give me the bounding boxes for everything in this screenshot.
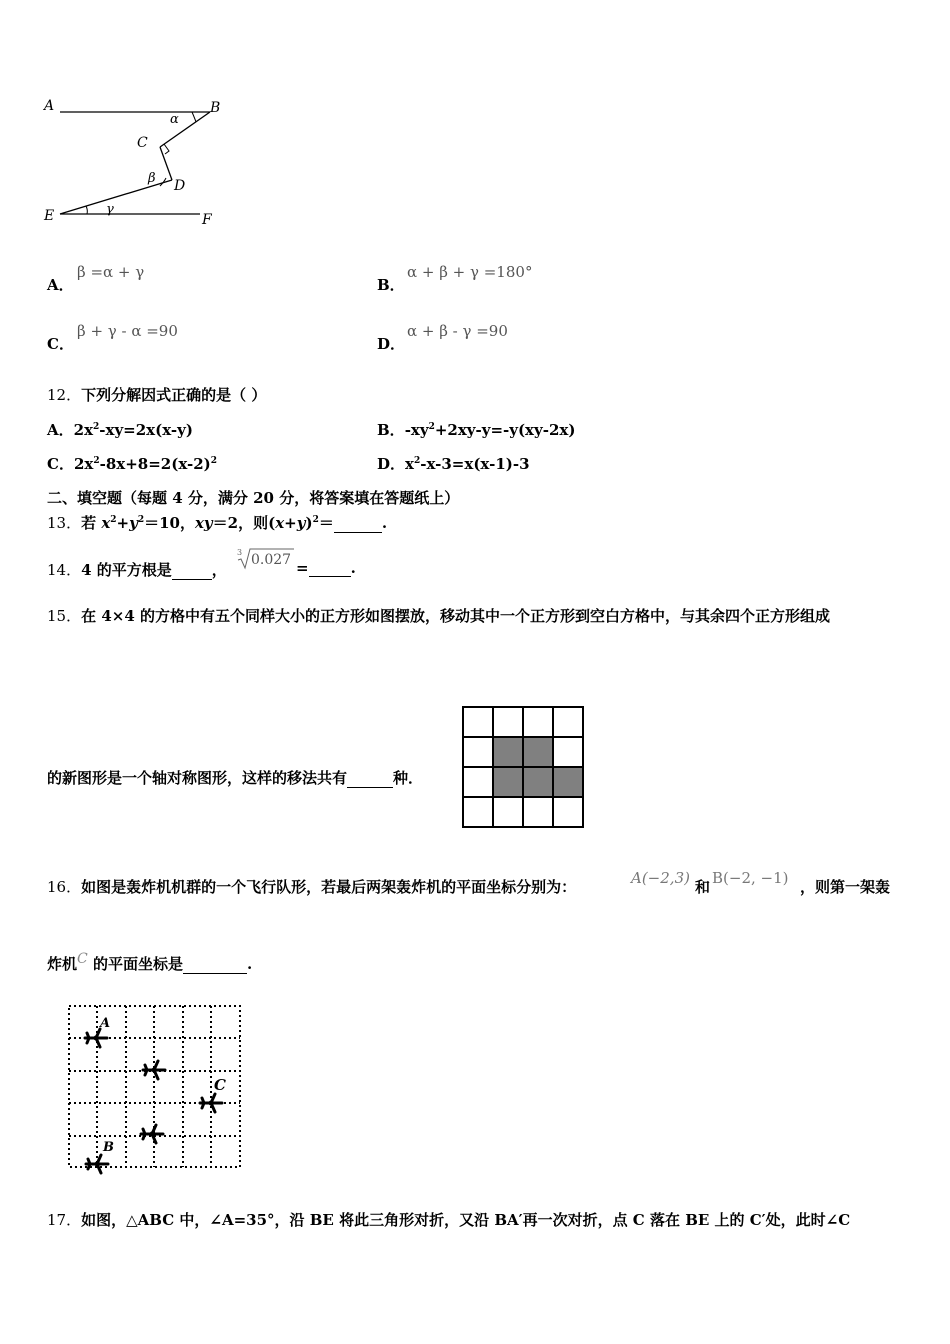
q11-option-c: C． (47, 335, 74, 353)
radical-sign (236, 546, 294, 570)
q13: 13．若 $x^2+y^2=10$，xy＝2，则$(x+y)^2=$ . (47, 514, 388, 532)
angle-figure (40, 92, 240, 237)
q16-line2: 炸机C 的平面坐标是 . (47, 951, 253, 973)
label-F: F (202, 212, 212, 228)
q12-stem: 12．下列分解因式正确的是（ ） (47, 386, 267, 404)
shaded-square (523, 737, 553, 767)
square-grid-figure (461, 706, 585, 830)
coord-a: A(−2,3) (631, 869, 690, 887)
q12-option-d: D．$x^2-x-3=x(x-1)-3$ (377, 455, 530, 473)
q14-answer-blank-1[interactable] (172, 565, 212, 580)
plane-label-b: B (103, 1140, 114, 1155)
q11-option-b-expr: α + β + γ =180° (407, 263, 533, 281)
shaded-square (553, 767, 583, 797)
q11-option-a-expr: β =α + γ (77, 263, 145, 281)
q14: 14．4 的平方根是 ， (47, 561, 227, 579)
q12-option-c: C．$2x^2-8x+8=2(x-2)^2$ (47, 455, 218, 473)
q16-and: 和 (695, 878, 711, 896)
q11-option-a: A． (47, 276, 74, 294)
q15-line1: 15．在 4×4 的方格中有五个同样大小的正方形如图摆放，移动其中一个正方形到空白方格中，与其余四个正方形组成 (47, 607, 830, 625)
shaded-square (493, 767, 523, 797)
label-D: D (174, 178, 186, 194)
q11-option-d: D． (377, 335, 406, 353)
label-E: E (44, 208, 55, 224)
label-C: C (137, 135, 148, 151)
q16-answer-blank[interactable] (183, 959, 247, 974)
q16-line1-tail: ，则第一架轰 (800, 878, 891, 896)
q14-tail: = . (296, 559, 356, 577)
label-gamma: γ (106, 202, 114, 217)
shaded-square (493, 737, 523, 767)
plane-formation-figure (66, 1003, 246, 1175)
q17: 17．如图，△ABC 中，∠A=35°，沿 BE 将此三角形对折，又沿 BA′再一次对折，点 C 落在 BE 上的 C′处，此时∠C (47, 1211, 851, 1229)
q15-answer-blank[interactable] (347, 773, 393, 788)
shaded-square (523, 767, 553, 797)
plane-label-a: A (100, 1016, 111, 1031)
q12-option-a: A．$2x^2-xy=2x(x-y)$ (47, 421, 193, 439)
label-B: B (210, 100, 221, 116)
root-index: 3 (237, 548, 243, 557)
coord-b: B(−2, −1) (712, 869, 789, 887)
q12-option-b: B．$-xy^2+2xy-y=-y(xy-2x)$ (377, 421, 576, 439)
plane-label-c: C (214, 1076, 226, 1094)
plane-icon (141, 1125, 163, 1143)
q13-answer-blank[interactable] (334, 518, 382, 533)
q11-option-c-expr: β + γ - α =90 (77, 322, 178, 340)
q11-option-b: B． (377, 276, 405, 294)
q11-option-d-expr: α + β - γ =90 (407, 322, 508, 340)
radicand: 0.027 (251, 552, 292, 568)
section-heading: 二、填空题（每题 4 分，满分 20 分，将答案填在答题纸上） (47, 489, 460, 507)
q15-line2: 的新图形是一个轴对称图形，这样的移法共有 种． (47, 769, 424, 787)
q16-line1: 16．如图是轰炸机机群的一个飞行队形，若最后两架轰炸机的平面坐标分别为： (47, 878, 577, 896)
label-A: A (44, 98, 55, 114)
label-beta: β (148, 171, 156, 186)
cube-root-expr (236, 546, 294, 574)
q14-answer-blank-2[interactable] (309, 562, 351, 577)
label-alpha: α (170, 112, 179, 127)
